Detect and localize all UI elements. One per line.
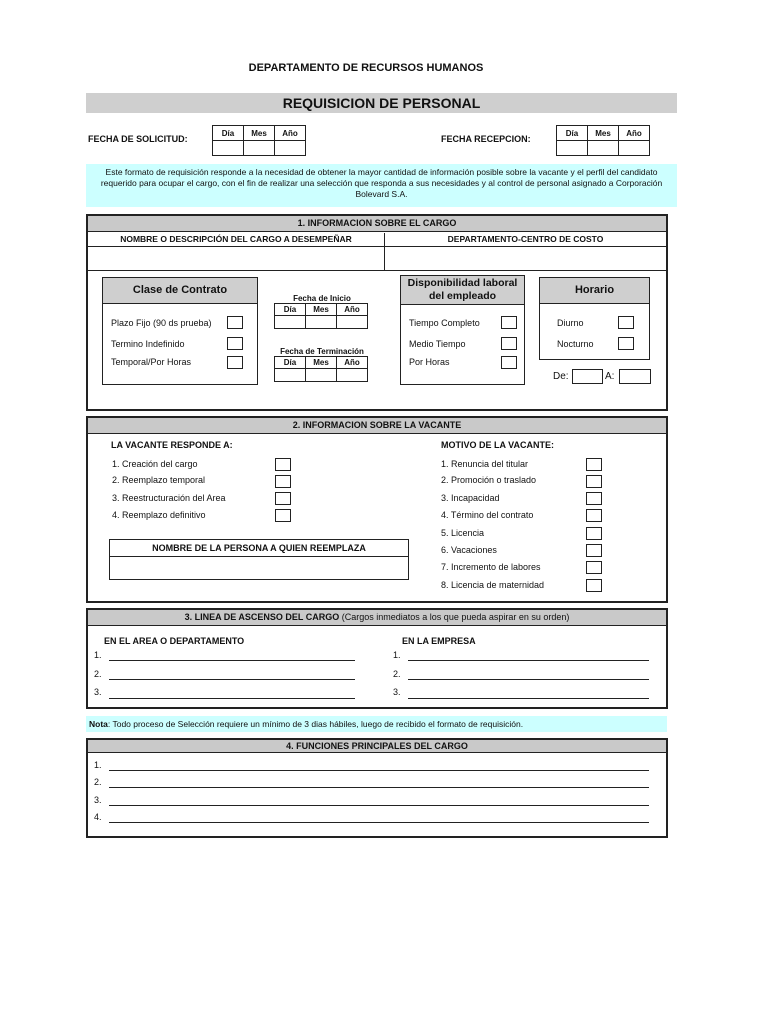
section-2-title: 2. INFORMACION SOBRE LA VACANTE [88,418,666,434]
contrato-option: Temporal/Por Horas [111,357,192,367]
line-number: 2. [393,669,401,679]
fecha-solicitud-label: FECHA DE SOLICITUD: [88,134,188,144]
responde-item: 3. Reestructuración del Area [112,493,226,503]
creacion-cargo-checkbox[interactable] [275,458,291,471]
line-number: 3. [94,687,102,697]
cargo-input[interactable] [88,247,385,271]
horario-option: Nocturno [557,339,594,349]
de-label: De: [553,371,569,382]
dia-field[interactable] [275,316,306,329]
fecha-inicio-label: Fecha de Inicio [293,294,351,303]
funcion-line-1[interactable] [109,770,649,771]
mes-field[interactable] [306,369,337,382]
motivo-item: 7. Incremento de labores [441,562,541,572]
plazo-fijo-checkbox[interactable] [227,316,243,329]
section-informacion-cargo [86,214,668,411]
contrato-option: Termino Indefinido [111,339,185,349]
motivo-vacante-title: MOTIVO DE LA VACANTE: [441,440,554,450]
line-number: 3. [393,687,401,697]
motivo-item: 3. Incapacidad [441,493,500,503]
nocturno-checkbox[interactable] [618,337,634,350]
empresa-line-1[interactable] [408,660,649,661]
a-label: A: [605,371,615,382]
dia-header: Día [557,126,588,141]
diurno-checkbox[interactable] [618,316,634,329]
contrato-option: Plazo Fijo (90 ds prueba) [111,318,212,328]
disponibilidad-title: Disponibilidad laboral del empleado [401,276,524,305]
section-informacion-vacante [86,416,668,603]
fecha-recepcion-label: FECHA RECEPCION: [441,134,531,144]
nota-label: Nota [89,719,108,729]
renuncia-checkbox[interactable] [586,458,602,471]
funcion-line-4[interactable] [109,822,649,823]
mes-field[interactable] [588,141,619,156]
dia-field[interactable] [557,141,588,156]
reemplaza-title: NOMBRE DE LA PERSONA A QUIEN REEMPLAZA [110,540,408,557]
dia-header: Día [275,357,306,369]
line-number: 1. [393,650,401,660]
horario-option: Diurno [557,318,584,328]
ano-header: Año [337,304,368,316]
fecha-solicitud-table [212,125,306,156]
fecha-terminacion-label: Fecha de Terminación [280,347,364,356]
motivo-item: 4. Término del contrato [441,510,534,520]
ano-field[interactable] [619,141,650,156]
section-linea-ascenso [86,608,668,709]
section-3-title-bold: 3. LINEA DE ASCENSO DEL CARGO [184,612,340,622]
mes-header: Mes [588,126,619,141]
incremento-labores-checkbox[interactable] [586,561,602,574]
area-departamento-title: EN EL AREA O DEPARTAMENTO [104,636,245,646]
tiempo-completo-checkbox[interactable] [501,316,517,329]
vacante-responde-title: LA VACANTE RESPONDE A: [111,440,233,450]
horario-de-input[interactable] [572,369,603,384]
section-1-title: 1. INFORMACION SOBRE EL CARGO [88,216,666,232]
termino-contrato-checkbox[interactable] [586,509,602,522]
dia-header: Día [275,304,306,316]
motivo-item: 1. Renuncia del titular [441,459,529,469]
temporal-checkbox[interactable] [227,356,243,369]
clase-contrato-title: Clase de Contrato [103,278,257,304]
funcion-line-2[interactable] [109,787,649,788]
motivo-item: 5. Licencia [441,528,485,538]
section-funciones-principales [86,738,668,838]
area-line-1[interactable] [109,660,355,661]
line-number: 2. [94,669,102,679]
ano-header: Año [337,357,368,369]
nota-banner [86,716,667,732]
intro-text: Este formato de requisición responde a la necesidad de obtener la mayor cantidad de información posible sobre la vacante y el perfil del candidato requerido para ocupar el cargo, con el fin de realizar una selección que responda a sus necesidades y al control de personal asignado a Corporación Bolevard S.A. [86,164,677,207]
en-la-empresa-title: EN LA EMPRESA [402,636,476,646]
reemplaza-input[interactable] [110,557,408,579]
licencia-maternidad-checkbox[interactable] [586,579,602,592]
motivo-item: 2. Promoción o traslado [441,475,537,485]
disponibilidad-option: Por Horas [409,357,450,367]
department-title: DEPARTAMENTO DE RECURSOS HUMANOS [248,62,484,74]
empresa-line-3[interactable] [408,698,649,699]
section-3-title-rest: (Cargos inmediatos a los que pueda aspirar en su orden) [339,612,570,622]
reemplazo-definitivo-checkbox[interactable] [275,509,291,522]
cargo-col-header: NOMBRE O DESCRIPCIÓN DEL CARGO A DESEMPEÑAR [88,233,385,247]
area-line-3[interactable] [109,698,355,699]
reemplazo-temporal-checkbox[interactable] [275,475,291,488]
horario-a-input[interactable] [619,369,651,384]
mes-header: Mes [306,304,337,316]
horario-title: Horario [540,278,649,304]
por-horas-checkbox[interactable] [501,356,517,369]
vacaciones-checkbox[interactable] [586,544,602,557]
incapacidad-checkbox[interactable] [586,492,602,505]
empresa-line-2[interactable] [408,679,649,680]
disponibilidad-option: Medio Tiempo [409,339,466,349]
termino-indefinido-checkbox[interactable] [227,337,243,350]
form-title: REQUISICION DE PERSONAL [86,93,677,113]
responde-item: 1. Creación del cargo [112,459,198,469]
line-number: 3. [94,795,102,805]
mes-header: Mes [306,357,337,369]
motivo-item: 6. Vacaciones [441,545,497,555]
area-line-2[interactable] [109,679,355,680]
depto-input[interactable] [385,247,666,271]
ano-header: Año [275,126,306,141]
ano-header: Año [619,126,650,141]
depto-col-header: DEPARTAMENTO-CENTRO DE COSTO [385,233,666,247]
dia-header: Día [213,126,244,141]
reestructuracion-checkbox[interactable] [275,492,291,505]
mes-field[interactable] [244,141,275,156]
mes-header: Mes [244,126,275,141]
disponibilidad-option: Tiempo Completo [409,318,480,328]
medio-tiempo-checkbox[interactable] [501,337,517,350]
line-number: 1. [94,760,102,770]
funcion-line-3[interactable] [109,805,649,806]
responde-item: 4. Reemplazo definitivo [112,510,206,520]
dia-field[interactable] [275,369,306,382]
line-number: 2. [94,777,102,787]
line-number: 1. [94,650,102,660]
section-4-title: 4. FUNCIONES PRINCIPALES DEL CARGO [88,740,666,753]
licencia-checkbox[interactable] [586,527,602,540]
reemplaza-box [109,539,409,580]
line-number: 4. [94,812,102,822]
fecha-inicio-table [274,303,368,329]
responde-item: 2. Reemplazo temporal [112,475,206,485]
ano-field[interactable] [275,141,306,156]
fecha-recepcion-table [556,125,650,156]
motivo-item: 8. Licencia de maternidad [441,580,545,590]
nota-text: : Todo proceso de Selección requiere un mínimo de 3 dias hábiles, luego de recibido el formato de requisición. [107,719,524,729]
ano-field[interactable] [337,369,368,382]
promocion-checkbox[interactable] [586,475,602,488]
section-3-title [88,610,666,626]
ano-field[interactable] [337,316,368,329]
mes-field[interactable] [306,316,337,329]
dia-field[interactable] [213,141,244,156]
fecha-terminacion-table [274,356,368,382]
